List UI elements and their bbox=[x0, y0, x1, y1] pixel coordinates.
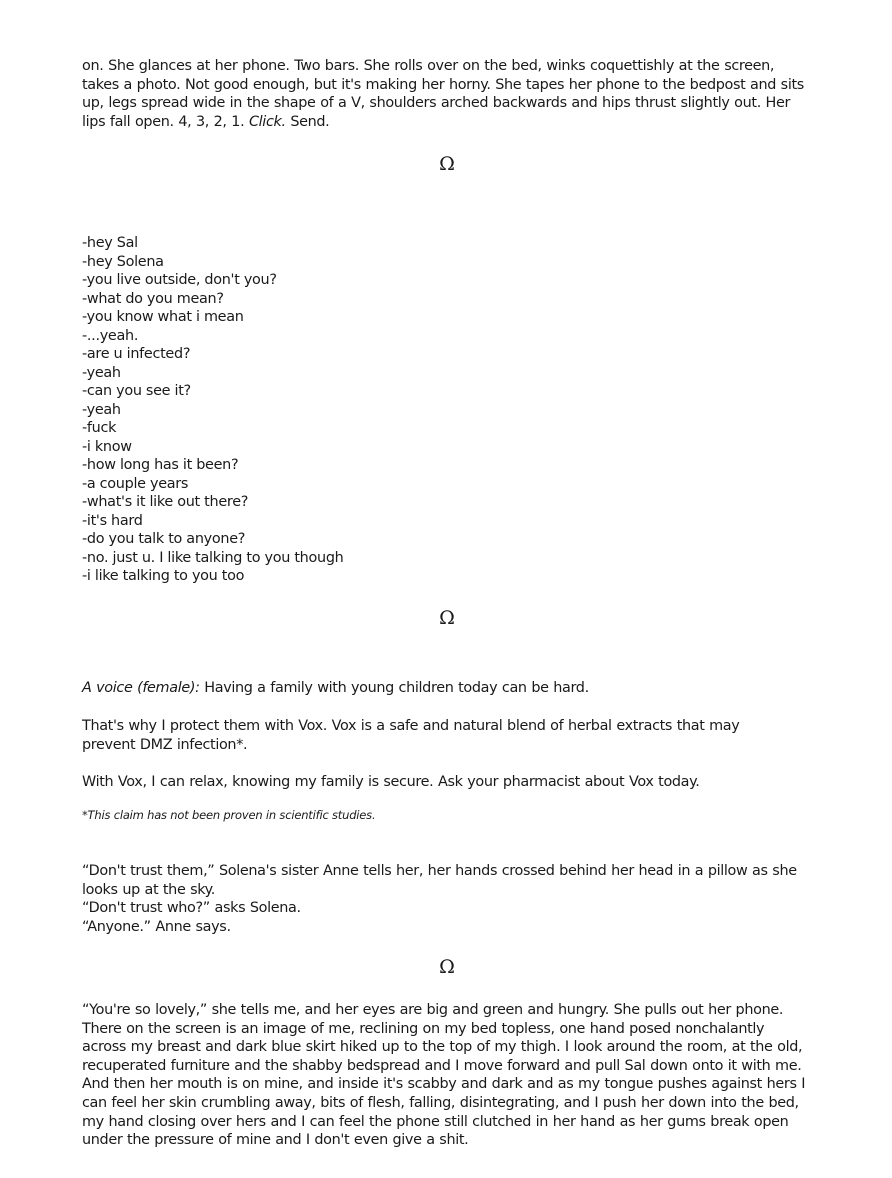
click-word: Click. bbox=[248, 113, 286, 130]
chat-line: -fuck bbox=[82, 420, 117, 436]
ad-disclaimer: *This claim has not been proven in scientific studies. bbox=[82, 808, 376, 822]
anne-dialogue bbox=[82, 862, 812, 936]
chat-line: -hey Solena bbox=[82, 253, 164, 270]
chat-line: -a couple years bbox=[82, 475, 189, 492]
ad-paragraph: That's why I protect them with Vox. Vox is a safe and natural blend of herbal extracts that may prevent DMZ infection*. bbox=[82, 718, 740, 753]
chat-line: -...yeah. bbox=[82, 327, 139, 344]
chat-line: -no. just u. I like talking to you though bbox=[82, 549, 344, 566]
chat-line: -how long has it been? bbox=[82, 457, 239, 473]
chat-line: -you know what i mean bbox=[82, 309, 244, 325]
dialogue-line: “Don't trust who?” asks Solena. bbox=[82, 900, 301, 917]
chat-log bbox=[82, 234, 343, 586]
chat-line: -can you see it? bbox=[82, 383, 191, 399]
chat-line: -yeah bbox=[82, 401, 121, 418]
final-paragraph: “You're so lovely,” she tells me, and her eyes are big and green and hungry. She pulls out her phone. There on the screen is an image of me, reclining on my bed topless, one hand posed nonchalantly across my breast and dark blue skirt hiked up to the top of my thigh. I look around the room, at the old, recuperated furniture and the shabby bedspread and I move forward and pull Sal down onto it with me. And then her mouth is on mine, and inside it's scabby and dark and as my tongue pushes against hers I can feel her skin crumbling away, bits of flesh, falling, disintegrating, and I push her down into the bed, my hand closing over hers and I can feel the phone still clutched in her hand as her gums break open under the pressure of mine and I don't even give a shit. bbox=[82, 1002, 806, 1149]
opening-paragraph bbox=[82, 57, 812, 131]
chat-line: -it's hard bbox=[82, 512, 143, 529]
dialogue-line: “Don't trust them,” Solena's sister Anne tells her, her hands crossed behind her head in a pillow as she looks up at the sky. bbox=[82, 863, 797, 898]
opening-text-end: Send. bbox=[285, 113, 330, 130]
ad-speaker: A voice (female): bbox=[82, 680, 200, 696]
chat-line: -i like talking to you too bbox=[82, 568, 245, 584]
dialogue-line: “Anyone.” Anne says. bbox=[82, 918, 231, 935]
chat-line: -i know bbox=[82, 438, 132, 455]
chat-line: -are u infected? bbox=[82, 346, 191, 362]
chat-line: -do you talk to anyone? bbox=[82, 531, 246, 547]
chat-line: -hey Sal bbox=[82, 235, 138, 251]
chat-line: -yeah bbox=[82, 364, 121, 381]
opening-text: on. She glances at her phone. Two bars. She rolls over on the bed, winks coquettishly at the screen, takes a photo. Not good enough, but it's making her horny. She tapes her phone to the bedpost and sits up, legs spread wide in the shape of a V, shoulders arched backwards and hips thrust slightly out. Her lips fall open. 4, 3, 2, 1. bbox=[82, 58, 804, 130]
section-divider-3: Ω bbox=[439, 956, 455, 978]
ad-paragraph: With Vox, I can relax, knowing my family is secure. Ask your pharmacist about Vox today. bbox=[82, 774, 700, 790]
ad-opening bbox=[82, 679, 812, 698]
section-divider-1: Ω bbox=[439, 153, 455, 175]
chat-line: -what's it like out there? bbox=[82, 494, 249, 510]
chat-line: -you live outside, don't you? bbox=[82, 272, 277, 288]
chat-line: -what do you mean? bbox=[82, 290, 224, 307]
ad-line: Having a family with young children today can be hard. bbox=[199, 680, 589, 696]
section-divider-2: Ω bbox=[439, 607, 455, 629]
